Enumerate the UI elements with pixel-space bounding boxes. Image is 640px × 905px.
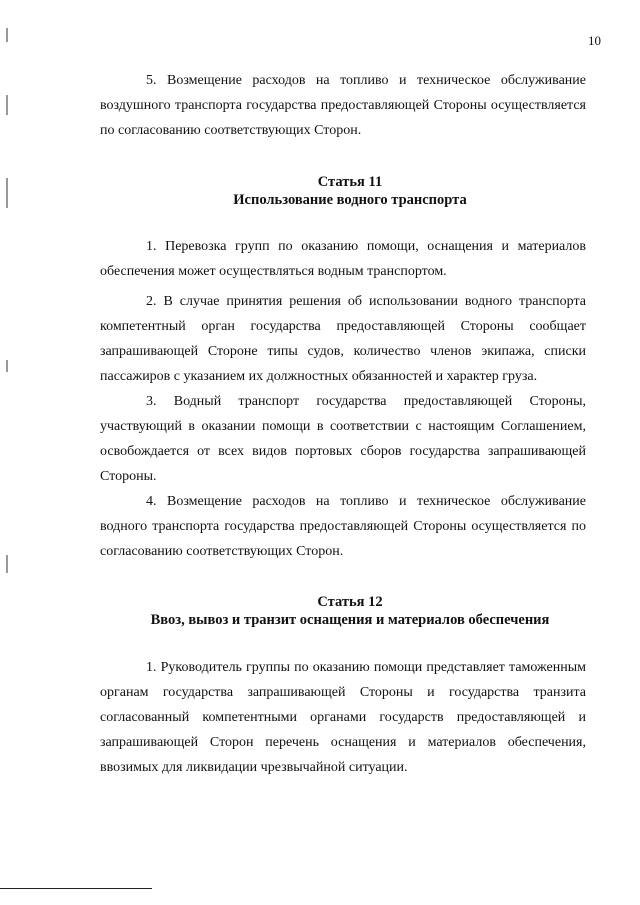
paragraph-air-transport-costs: 5. Возмещение расходов на топливо и техническое обслуживание воздушного транспорта государства предоставляющей Стороны осуществляется по согласованию соответствующих Сторон. <box>100 73 586 138</box>
article-11-paragraph-2: 2. В случае принятия решения об использовании водного транспорта компетентный орган государства предоставляющей Стороны сообщает запрашивающей Стороне типы судов, количество членов экипажа, списки пассажиров с указанием их должностных обязанностей и характер груза. <box>100 294 586 384</box>
page-number: 10 <box>588 33 601 48</box>
scan-mark <box>6 28 8 42</box>
scan-mark <box>6 555 8 573</box>
article-12-title: Статья 12 <box>317 594 383 610</box>
article-11-paragraph-4: 4. Возмещение расходов на топливо и техническое обслуживание водного транспорта государства предоставляющей Стороны осуществляется по согласованию соответствующих Сторон. <box>100 494 586 559</box>
footnote-rule <box>0 888 152 889</box>
article-11-title: Статья 11 <box>317 174 383 190</box>
scan-mark <box>6 178 8 208</box>
article-11-subtitle: Использование водного транспорта <box>233 192 467 208</box>
scan-margin-marks <box>6 0 12 905</box>
article-12-subtitle: Ввоз, вывоз и транзит оснащения и материалов обеспечения <box>150 612 550 628</box>
scan-mark <box>6 95 8 115</box>
article-12-paragraph-1: 1. Руководитель группы по оказанию помощи представляет таможенным органам государства запрашивающей Стороны и государства транзита согласованный компетентными органами государств предоставляющей и запрашивающей Сторон перечень оснащения и материалов обеспечения, ввозимых для ликвидации чрезвычайной ситуации. <box>100 660 586 775</box>
article-11-paragraph-3: 3. Водный транспорт государства предоставляющей Стороны, участвующий в оказании помощи в соответствии с настоящим Соглашением, освобождается от всех видов портовых сборов государства запрашивающей Стороны. <box>100 394 586 484</box>
scan-mark <box>6 360 8 372</box>
article-11-paragraph-1: 1. Перевозка групп по оказанию помощи, оснащения и материалов обеспечения может осуществляться водным транспортом. <box>100 239 586 279</box>
